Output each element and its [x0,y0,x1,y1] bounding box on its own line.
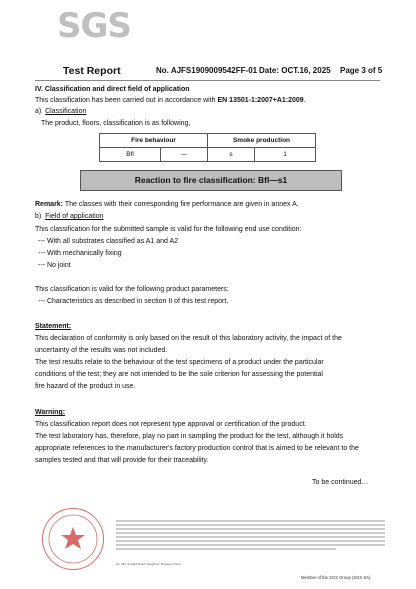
statement-line: fire hazard of the product in use. [35,383,136,390]
fire-class-cell: Bfl [100,148,161,162]
star-icon [43,509,103,569]
warning-line: samples tested and that will provide for their traceability. [35,457,209,464]
to-be-continued: To be continued… [312,479,369,486]
classification-banner: Reaction to fire classification: Bfl—s1 [80,170,342,191]
statement-line: This declaration of conformity is only based on the result of this laboratory activity, the impact of the [35,335,342,342]
sgs-terms-fineprint [116,519,385,560]
params-intro: This classification is valid for the following product parameters: [35,286,229,293]
header-divider [35,80,380,81]
separator-cell: — [161,148,208,162]
warning-line: The test laboratory has, therefore, play no part in sampling the product for the test, although it holds [35,433,344,440]
page-number: Page 3 of 5 [340,66,383,75]
report-date: Date: OCT.16, 2025 [259,66,331,75]
lab-seal-stamp [42,508,104,570]
statement-line: uncertainty of the results was not included. [35,347,168,354]
subsection-a-title: a) Classification [35,108,87,115]
statement-line: The test results relate to the behaviour of the test specimens of a product under the particular [35,359,324,366]
classification-intro: The product, floors, classification is as following, [41,120,191,127]
end-use-intro: This classification for the submitted sample is valid for the following end use condition: [35,226,302,233]
params-item: --- Characteristics as described in section II of this test report. [38,298,229,305]
header-smoke-production: Smoke production [208,134,316,148]
smoke-class-cell: 1 [255,148,316,162]
fineprint-lines [116,519,385,559]
footer-address: No. 381, Sunlight Road, Hangzhou, Zhejiang, China [116,562,181,566]
warning-line: This classification report does not represent type approval or certification of the product. [35,421,307,428]
warning-line: appropriate references to the manufacturer's factory production control that is aimed to be relevant to the [35,445,359,452]
classification-table [99,133,316,162]
footer-member: Member of the SGS Group (SGS SA) [301,575,371,580]
standard-ref: EN 13501-1:2007+A1:2009 [217,97,304,104]
end-use-item: --- With all substrates classified as A1 and A2 [38,238,179,245]
intro-line: This classification has been carried out in accordance with EN 13501-1:2007+A1:2009. [35,97,306,104]
report-number: No. AJFS1909009542FF-01 [156,66,258,75]
section-heading: IV. Classification and direct field of application [35,86,190,93]
subsection-b-title: b) Field of application [35,213,104,220]
end-use-item: --- With mechanically fixing [38,250,122,257]
statement-heading: Statement: [35,323,72,330]
statement-line: conditions of the test; they are not intended to be the sole criterion for assessing the potential [35,371,323,378]
smoke-letter-cell: s [208,148,255,162]
remark-label: Remark: [35,201,64,208]
report-header [0,66,416,80]
header-fire-behaviour: Fire behaviour [100,134,208,148]
warning-heading: Warning: [35,409,66,416]
remark-line: Remark: The classes with their corresponding fire performance are given in annex A. [35,201,299,208]
end-use-item: --- No joint [38,262,71,269]
sgs-logo: SGS [57,6,131,46]
report-title: Test Report [63,65,121,77]
